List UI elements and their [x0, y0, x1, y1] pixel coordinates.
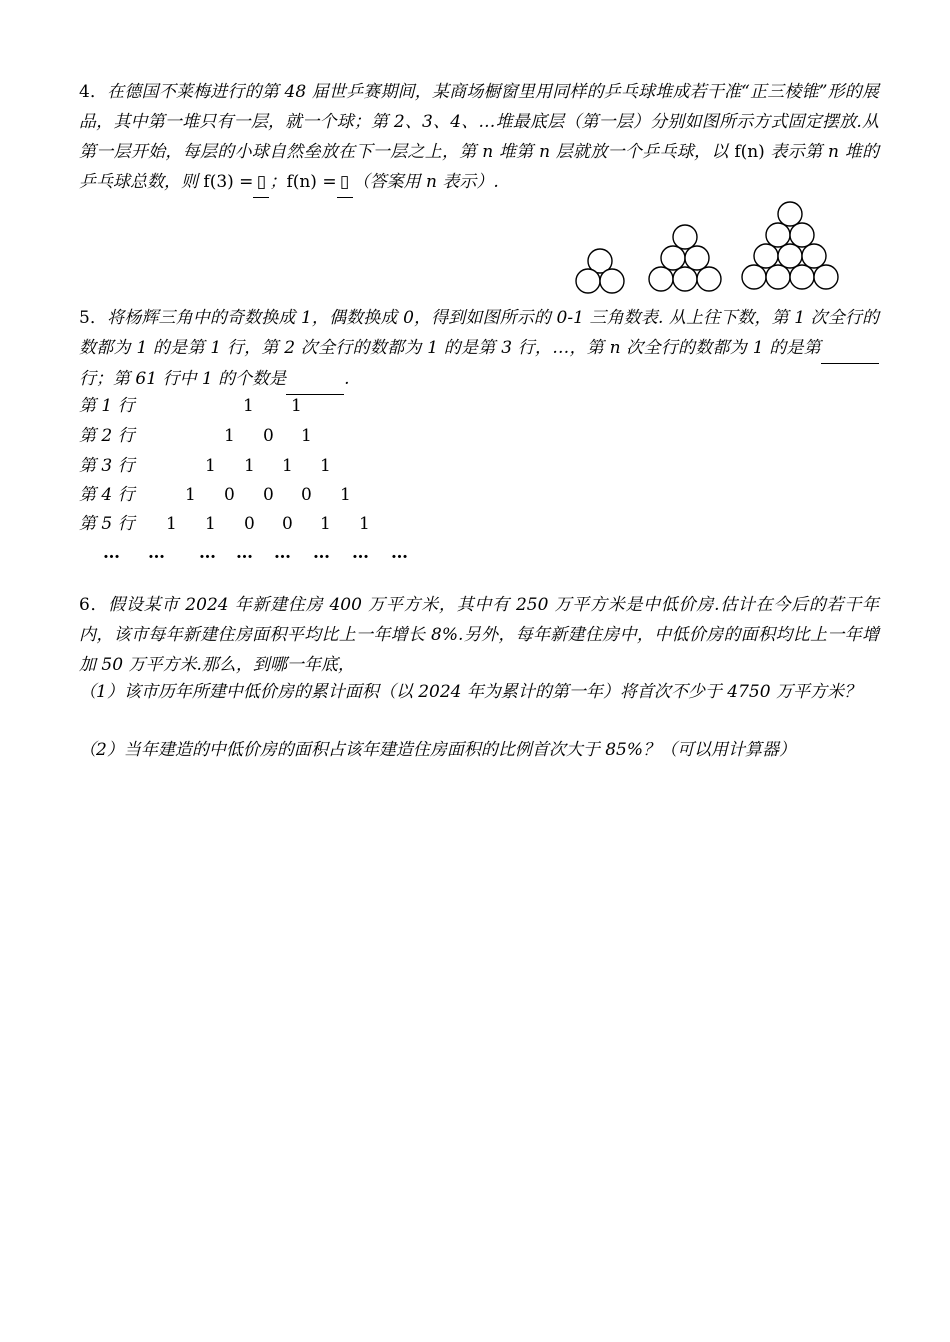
question-6 [79, 590, 879, 680]
ball [814, 265, 838, 289]
ball [685, 246, 709, 270]
ellipsis: … [148, 543, 166, 563]
ball-piles-figure [570, 198, 845, 296]
row-value: 1 [244, 456, 255, 476]
ball [649, 267, 673, 291]
ellipsis: … [274, 543, 292, 563]
row-value: 1 [166, 514, 177, 534]
question-6-number: 6． [79, 595, 109, 615]
ball [778, 244, 802, 268]
row-value: 0 [263, 485, 274, 505]
row-value: 1 [205, 456, 216, 476]
row-value: 0 [301, 485, 312, 505]
row-value: 1 [185, 485, 196, 505]
row-value: 1 [224, 426, 235, 446]
row-value: 0 [282, 514, 293, 534]
question-4-text-3: （答案用 n 表示）. [352, 172, 499, 192]
question-6-text: 假设某市 2024 年新建住房 400 万平方米，其中有 250 万平方米是中低价房.估计在今后的若干年内，该市每年新建住房面积平均比上一年增长 8%.另外，每年新建住房中，中低价房的面积均比上一年增加 50 万平方米.那么，到哪一年底， [79, 595, 880, 675]
question-4 [79, 77, 879, 198]
row-label: 第 5 行 [79, 514, 135, 534]
row-value: 1 [291, 396, 302, 416]
pile-4 [742, 202, 838, 289]
row-label: 第 2 行 [79, 426, 135, 446]
ellipsis: … [103, 543, 121, 563]
pile-3 [649, 225, 721, 291]
row-value: 1 [320, 456, 331, 476]
function-f-n: f(n) [734, 142, 765, 162]
ball [754, 244, 778, 268]
row-value: 1 [320, 514, 331, 534]
row-value: 0 [244, 514, 255, 534]
question-5-number: 5． [79, 308, 108, 328]
question-4-text-1: 在德国不莱梅进行的第 48 届世乒赛期间，某商场橱窗里用同样的乒乓球堆成若干准“正三棱锥”形的展品，其中第一堆只有一层，就一个球；第 2、3、4、…堆最底层（第一层）分别如图所示方式固定摆放.从第一层开始，每层的小球自然垒放在下一层之上，第 n 堆第 n 层就放一个乒乓球，以 [79, 82, 879, 162]
ball [790, 223, 814, 247]
ball [697, 267, 721, 291]
question-5-text-2: 行；第 61 行中 1 的个数是 [79, 369, 287, 389]
row-value: 1 [243, 396, 254, 416]
question-5 [79, 303, 879, 395]
row-label: 第 1 行 [79, 396, 135, 416]
answer-blank-row-n [821, 333, 879, 364]
row-value: 1 [340, 485, 351, 505]
question-4-text-2: 表示第 n 堆的乒乓球总数，则 [79, 142, 879, 192]
ball [576, 269, 600, 293]
ball [661, 246, 685, 270]
row-value: 0 [263, 426, 274, 446]
ball [802, 244, 826, 268]
ball [742, 265, 766, 289]
ellipsis: … [313, 543, 331, 563]
question-6-part-2: （2）当年建造的中低价房的面积占该年建造住房面积的比例首次大于 85%？（可以用计算器） [79, 740, 797, 760]
row-value: 1 [359, 514, 370, 534]
question-6-part-1: （1）该市历年所建中低价房的累计面积（以 2024 年为累计的第一年）将首次不少于 4750 万平方米？ [79, 682, 861, 702]
ball [673, 225, 697, 249]
ball [673, 267, 697, 291]
ball [778, 202, 802, 226]
row-label: 第 4 行 [79, 485, 135, 505]
row-label: 第 3 行 [79, 456, 135, 476]
ball [766, 265, 790, 289]
ellipsis: … [352, 543, 370, 563]
ellipsis: … [199, 543, 217, 563]
answer-blank-2: ▯ [337, 167, 353, 198]
function-f-3: f(3) = [203, 172, 254, 192]
row-value: 1 [301, 426, 312, 446]
ball [766, 223, 790, 247]
function-f-n-expr: f(n) = [286, 172, 337, 192]
question-5-text-3: . [344, 369, 350, 389]
ball [790, 265, 814, 289]
question-5-text-1: 将杨辉三角中的奇数换成 1，偶数换成 0，得到如图所示的 0-1 三角数表. 从上往下数，第 1 次全行的数都为 1 的是第 1 行，第 2 次全行的数都为 1 的是第 3 行，…，第 n 次全行的数都为 1 的是第 [79, 308, 879, 358]
row-value: 1 [205, 514, 216, 534]
separator: ； [269, 172, 287, 192]
ellipsis: … [236, 543, 254, 563]
ellipsis: … [391, 543, 409, 563]
answer-blank-1: ▯ [253, 167, 269, 198]
pile-2 [576, 249, 624, 293]
row-value: 1 [282, 456, 293, 476]
row-value: 0 [224, 485, 235, 505]
question-4-number: 4． [79, 82, 108, 102]
ball [600, 269, 624, 293]
